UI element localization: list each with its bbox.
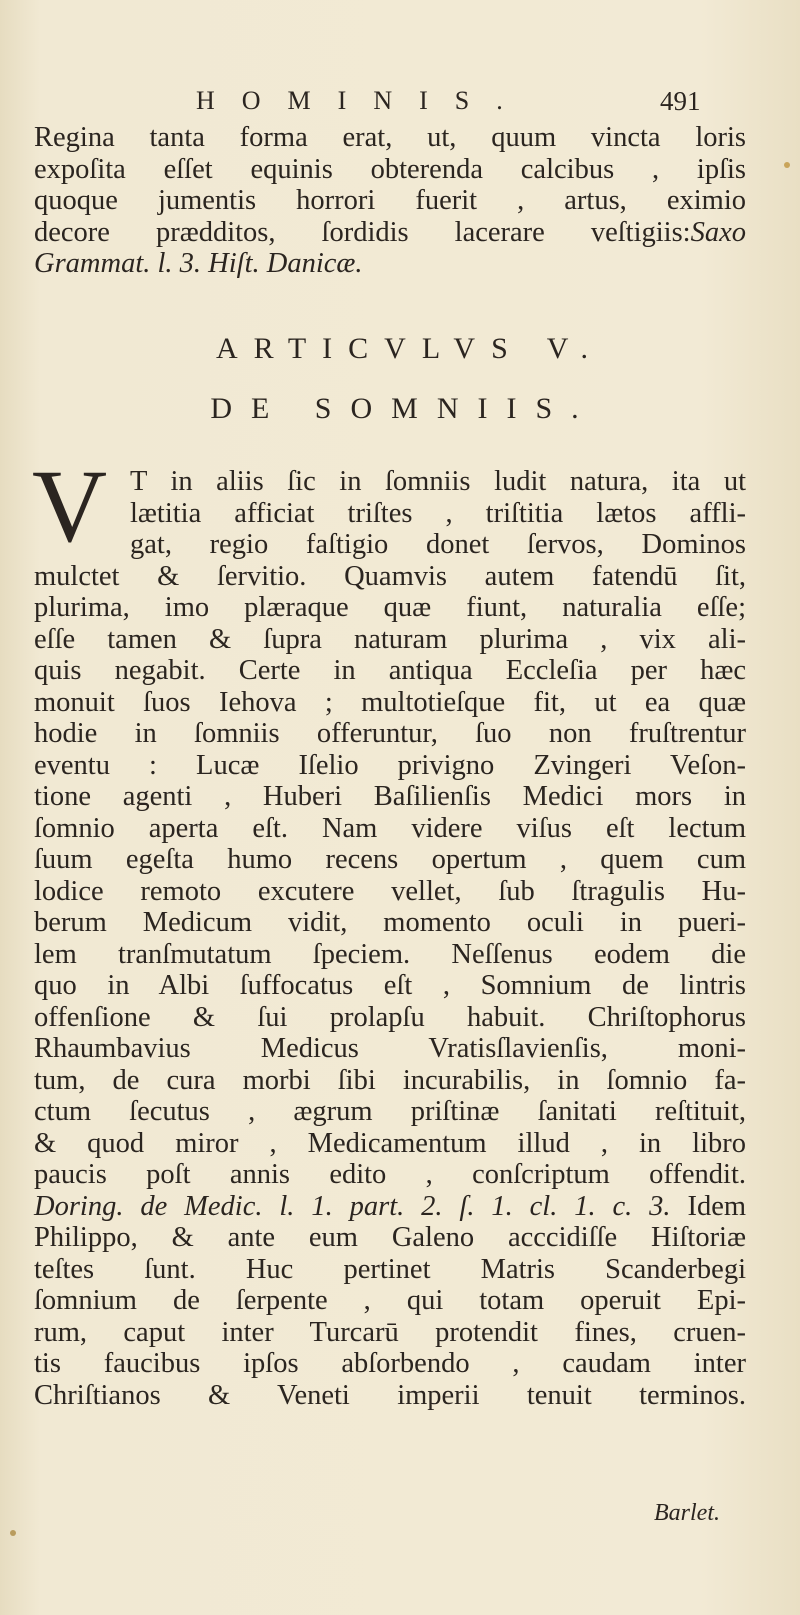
text-line: ſomnium de ſerpente , qui totam operuit Epi- <box>34 1285 746 1316</box>
text-line: expoſita eſſet equinis obterenda calcibus , ipſis <box>34 153 746 185</box>
text-line: tum, de cura morbi ſibi incurabilis, in ſomnio fa- <box>34 1064 746 1096</box>
text-line: eventu : Lucæ Iſelio privigno Zvingeri Veſon- <box>34 749 746 781</box>
text-line: lem tranſmutatum ſpeciem. Neſſenus eodem die <box>34 938 746 970</box>
text-line: eſſe tamen & ſupra naturam plurima , vix ali- <box>34 623 746 655</box>
text-line: quis negabit. Certe in antiqua Eccleſia per hæc <box>34 655 746 686</box>
text-line-main: decore prædditos, ſordidis lacerare veſtigiis: <box>34 216 691 248</box>
text-line-tail: Idem <box>687 1190 747 1222</box>
text-line: gat, regio faſtigio donet ſervos, Dominos <box>130 529 746 560</box>
paper-speck <box>10 1530 16 1536</box>
text-line: rum, caput inter Turcarū protendit fines, cruen- <box>34 1316 746 1348</box>
text-line: monuit ſuos Iehova ; multotieſque fit, ut ea quæ <box>34 686 746 718</box>
text-line: & quod miror , Medicamentum illud , in libro <box>34 1127 746 1159</box>
section-heading: DE SOMNIIS. <box>210 392 598 425</box>
text-line: quo in Albi ſuffocatus eſt , Somnium de lintris <box>34 970 746 1001</box>
article-heading: ARTICVLVS V. <box>215 332 605 365</box>
page-number: 491 <box>660 86 701 116</box>
text-line: T in aliis ſic in ſomniis ludit natura, ita ut <box>130 466 746 497</box>
text-line: tione agenti , Huberi Baſilienſis Medici mors in <box>34 781 746 812</box>
citation-author: Saxo <box>690 216 746 248</box>
text-line: hodie in ſomniis offeruntur, ſuo non fruſtrentur <box>34 718 746 749</box>
citation-line <box>34 1191 746 1223</box>
citation-reference: Doring. de Medic. l. 1. part. 2. ſ. 1. cl. 1. c. 3. <box>34 1190 671 1222</box>
text-line: Chriſtianos & Veneti imperii tenuit terminos. <box>34 1379 746 1411</box>
running-head <box>0 86 800 126</box>
main-paragraph <box>34 466 746 1411</box>
citation-line: Grammat. l. 3. Hiſt. Danicæ. <box>34 248 363 279</box>
text-line: mulctet & ſervitio. Quamvis autem fatendū ſit, <box>34 560 746 592</box>
text-line: offenſione & ſui prolapſu habuit. Chriſtophorus <box>34 1001 746 1033</box>
text-line <box>34 217 746 249</box>
text-line: ctum ſecutus , ægrum priſtinæ ſanitati reſtituit, <box>34 1096 746 1127</box>
text-line: berum Medicum vidit, momento oculi in pueri- <box>34 907 746 938</box>
text-line: ſuum egeſta humo recens opertum , quem cum <box>34 844 746 875</box>
indented-block <box>34 466 746 561</box>
text-line: Rhaumbavius Medicus Vratisſlavienſis, moni- <box>34 1033 746 1064</box>
text-line: lætitia afficiat triſtes , triſtitia lætos affli- <box>130 497 746 529</box>
text-line: lodice remoto excutere vellet, ſub ſtragulis Hu- <box>34 875 746 907</box>
text-line: Philippo, & ante eum Galeno acccidiſſe Hiſtoriæ <box>34 1222 746 1253</box>
text-line: teſtes ſunt. Huc pertinet Matris Scanderbegi <box>34 1253 746 1285</box>
text-line: paucis poſt annis edito , conſcriptum offendit. <box>34 1159 746 1190</box>
drop-cap: V <box>32 449 108 564</box>
top-paragraph <box>34 122 746 280</box>
running-head-title: HOMINIS. <box>196 86 530 115</box>
text-line: ſomnio aperta eſt. Nam videre viſus eſt lectum <box>34 812 746 844</box>
paper-speck <box>784 162 790 168</box>
catchword: Barlet. <box>654 1500 720 1526</box>
text-line: plurima, imo plæraque quæ fiunt, naturalia eſſe; <box>34 592 746 623</box>
text-line: tis faucibus ipſos abſorbendo , caudam inter <box>34 1348 746 1379</box>
text-line: quoque jumentis horrori fuerit , artus, eximio <box>34 185 746 216</box>
text-line: Regina tanta forma erat, ut, quum vincta loris <box>34 122 746 153</box>
